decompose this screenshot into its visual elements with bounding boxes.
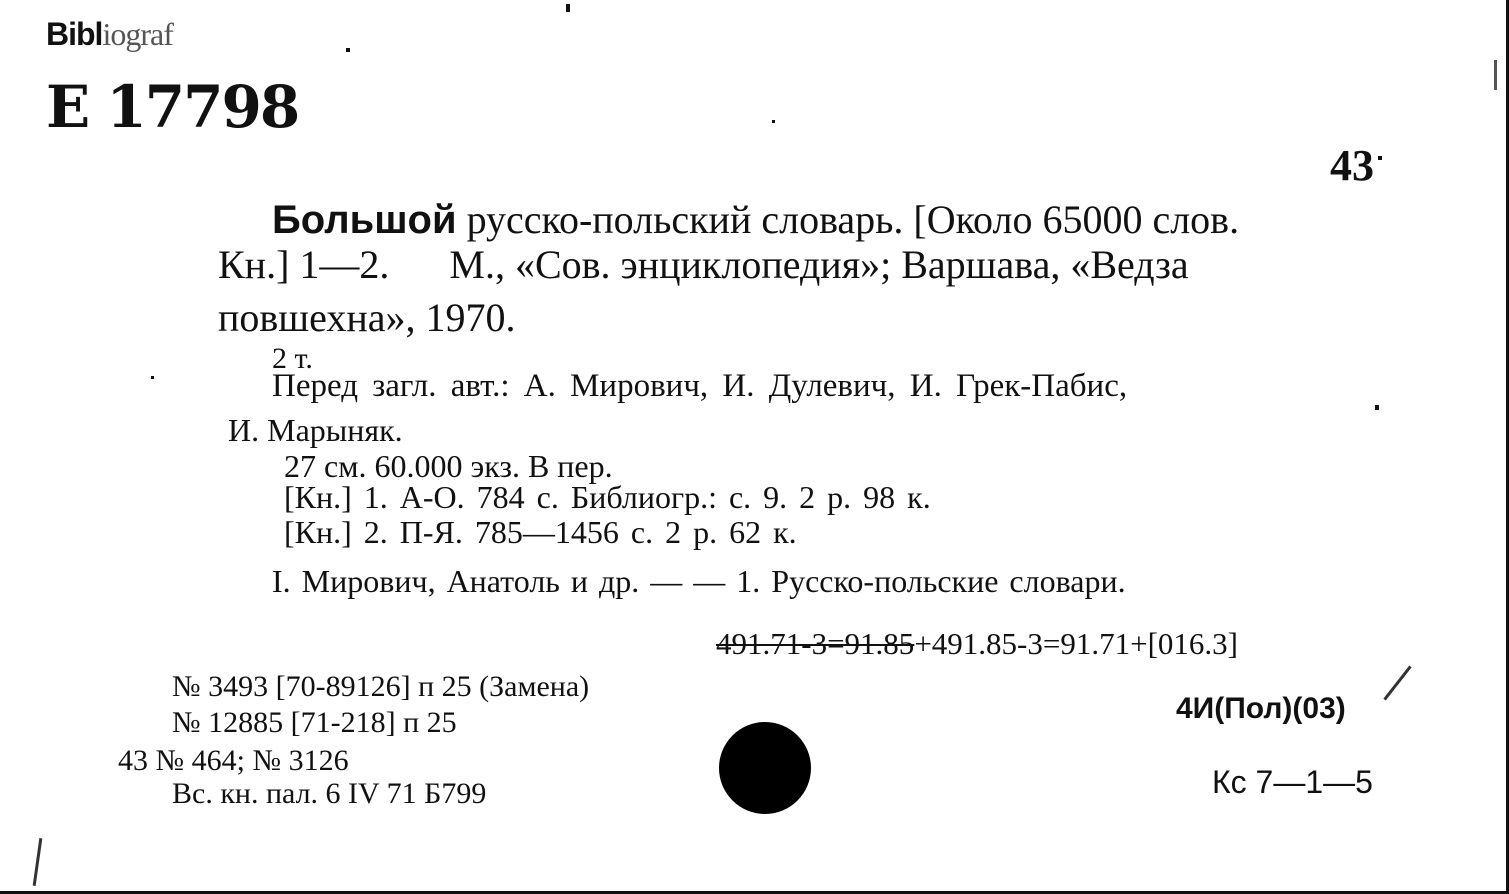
volume-1-line: [Кн.] 1. А-О. 784 с. Библиогр.: с. 9. 2 р. 98 к. xyxy=(284,479,931,515)
ks-code: Кс 7—1—5 xyxy=(1212,764,1373,800)
format-line: 27 см. 60.000 экз. В пер. xyxy=(284,448,613,484)
title-line-2-b: М., «Сов. энциклопедия»; Варшава, «Ведза xyxy=(449,242,1189,287)
punch-hole xyxy=(719,722,811,814)
authors-line-2: И. Марыняк. xyxy=(228,412,403,448)
title-line-2-a: Кн.] 1—2. xyxy=(218,242,390,287)
registry-line-4: Вс. кн. пал. 6 IV 71 Б799 xyxy=(172,777,487,810)
library-stamp xyxy=(46,18,173,50)
udc-rest: +491.85-3=91.71+[016.3] xyxy=(914,626,1238,661)
scan-speck xyxy=(151,376,154,379)
scan-speck xyxy=(772,120,775,123)
title-line-3: повшехна», 1970. xyxy=(218,295,516,340)
scan-speck xyxy=(346,48,350,52)
subject-headings: I. Мирович, Анатоль и др. — — 1. Русско-польские словари. xyxy=(272,563,1126,599)
library-stamp-text: Bibl xyxy=(46,16,103,52)
scan-speck xyxy=(1383,666,1411,701)
scan-speck xyxy=(33,838,43,886)
authors-line-1: Перед загл. авт.: А. Мирович, И. Дулевич, И. Грек-Пабис, xyxy=(272,368,1128,404)
registry-line-2: № 12885 [71-218] п 25 xyxy=(172,706,457,739)
title-bold: Большой xyxy=(272,198,457,242)
library-stamp-faded: iograf xyxy=(102,16,173,52)
title-rest: русско-польский словарь. [Около 65000 слов. xyxy=(466,197,1240,242)
volumes-count: 2 т. xyxy=(272,342,313,375)
title-line-1 xyxy=(272,197,1240,242)
scan-speck xyxy=(1494,60,1497,90)
title-line-2 xyxy=(218,242,1189,287)
card-number: 43 xyxy=(1330,141,1374,190)
scan-speck xyxy=(1375,405,1379,410)
udc-struck: 491.71-3=91.85 xyxy=(716,626,915,661)
scan-speck xyxy=(566,4,570,12)
registry-line-1: № 3493 [70-89126] п 25 (Замена) xyxy=(172,670,590,703)
call-number: E 17798 xyxy=(46,73,299,141)
scan-speck xyxy=(1378,156,1382,160)
bbk-code: 4И(Пол)(03) xyxy=(1176,692,1346,725)
volume-2-line: [Кн.] 2. П-Я. 785—1456 с. 2 р. 62 к. xyxy=(284,514,797,550)
udc-classification xyxy=(716,628,1238,659)
registry-line-3: 43 № 464; № 3126 xyxy=(118,744,349,777)
